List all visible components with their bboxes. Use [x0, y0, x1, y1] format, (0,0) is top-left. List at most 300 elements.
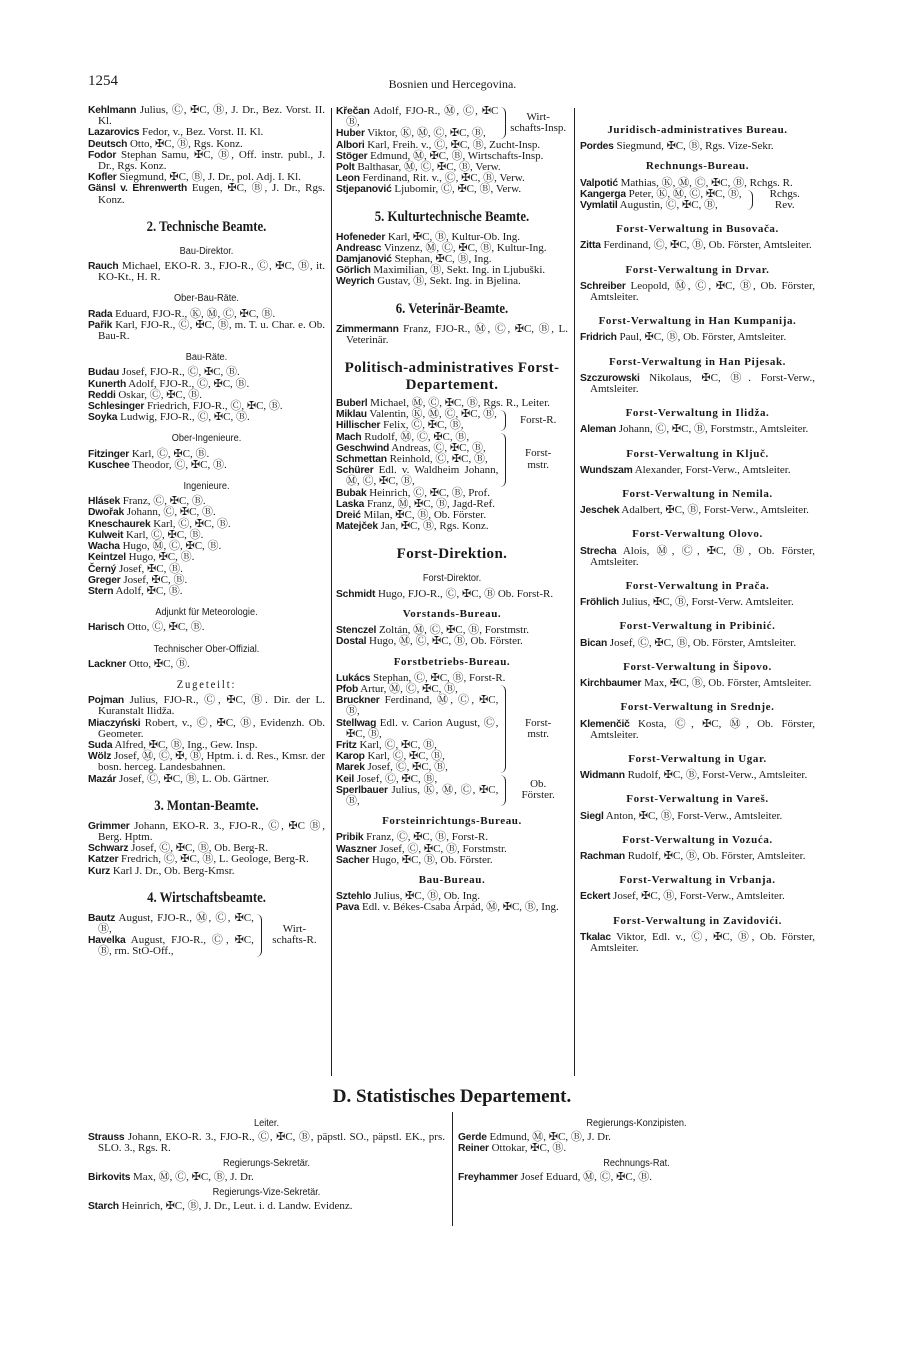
column-rule [452, 1112, 453, 1226]
entry-details: Heinrich, Ⓒ, ✠C, Ⓑ, Prof. [366, 486, 490, 499]
list-entry [580, 281, 815, 303]
entry-details: August, FJO-R., Ⓒ, ✠C, Ⓑ, rm. StO-Off., [98, 934, 254, 958]
entry-name: Klemenčič [580, 718, 630, 730]
entry-name: Geschwind [336, 442, 390, 454]
entry-name: Marek [336, 762, 365, 774]
entry-name: Reiner [458, 1143, 489, 1154]
group-entries [336, 774, 498, 808]
entry-details: Fedor, v., Bez. Vorst. II. Kl. [139, 126, 264, 139]
entry-details: Felix, Ⓒ, ✠C, Ⓑ, [380, 419, 464, 432]
brace-icon [500, 775, 506, 807]
entry-details: Anton, ✠C, Ⓑ, Forst-Verw., Amtsleiter. [603, 809, 783, 822]
entry-name: Fodor [88, 149, 117, 161]
entry-name: Miklau [336, 409, 367, 421]
entry-details: Johann, Ⓒ, ✠C, Ⓑ. [124, 506, 216, 519]
list-entry [580, 424, 815, 435]
bracketed-group [580, 189, 815, 211]
entry-name: Budau [88, 367, 120, 379]
entry-name: Kehlmann [88, 105, 137, 116]
entry-details: Franz, Ⓒ, ✠C, Ⓑ, Forst-R. [363, 831, 489, 844]
entry-name: Gerde [458, 1132, 487, 1143]
entry-name: Rada [88, 308, 113, 320]
entry-details: Rudolf, ✠C, Ⓑ, Forst-Verw., Amtsleiter. [624, 769, 808, 782]
entry-name: Widmann [580, 770, 625, 782]
entry-details: Edl. v. Carion August, Ⓒ, ✠C, Ⓑ, [346, 716, 499, 740]
entry-name: Bican [580, 637, 608, 649]
entry-name: Pordes [580, 141, 614, 153]
entry-details: Oskar, Ⓒ, ✠C, Ⓑ. [115, 388, 202, 401]
entry-details: Robert, v., Ⓒ, ✠C, Ⓑ, Evidenzh. Ob. Geometer. [98, 716, 325, 740]
subheading: Bau-Direktor. [179, 245, 234, 257]
group-title-label: Wirt- schafts-Insp. [510, 110, 567, 134]
list-entry [336, 184, 568, 195]
brace-icon [256, 914, 262, 957]
list-entry [336, 785, 498, 807]
entry-name: Dostal [336, 636, 367, 648]
subheading: Leiter. [253, 1118, 280, 1129]
bracketed-group [336, 684, 568, 774]
group-title-label: Ob. Förster. [521, 778, 555, 802]
entry-details: Edmund, Ⓜ, ✠C, Ⓑ, J. Dr. [486, 1131, 611, 1143]
section-heading: 2. Technische Beamte. [146, 218, 267, 235]
entry-details: Hugo, ✠C, Ⓑ. [125, 551, 195, 564]
entry-details: Artur, Ⓜ, Ⓒ, ✠C, Ⓑ, [358, 682, 458, 695]
entry-name: Pfob [336, 683, 359, 695]
entry-name: Černý [88, 563, 117, 575]
entry-name: Kuschee [88, 459, 130, 471]
list-entry [88, 1132, 445, 1154]
subheading: Ober-Bau-Räte. [174, 293, 239, 305]
group-entries [580, 189, 745, 211]
entry-name: Birkovits [88, 1172, 131, 1183]
entry-name: Tkalac [580, 931, 611, 943]
subheading: Regierungs-Konzipisten. [586, 1118, 687, 1129]
entry-details: Ferdinand, Rit. v., Ⓒ, ✠C, Ⓑ, Verw. [359, 172, 525, 185]
entry-name: Schürer [336, 465, 374, 477]
list-entry [88, 935, 254, 957]
entry-details: Julius, Ⓒ, ✠C, Ⓑ, J. Dr., Bez. Vorst. II. Kl. [98, 104, 325, 128]
list-entry [336, 902, 568, 913]
brace-icon [500, 685, 506, 773]
entry-details: Edl. v. Békes-Csaba Árpád, Ⓜ, ✠C, Ⓑ, Ing. [359, 901, 559, 914]
entry-name: Stern [88, 585, 114, 597]
entry-name: Lackner [88, 658, 127, 670]
entry-details: Edmund, Ⓜ, ✠C, Ⓑ, Wirtschafts-Insp. [367, 149, 544, 162]
entry-name: Schlesinger [88, 401, 145, 413]
entry-name: Pribik [336, 832, 364, 844]
entry-details: Josef, Ⓒ, ✠C, Ⓑ, [364, 761, 448, 774]
bracketed-group [88, 913, 325, 958]
group-entries [336, 106, 498, 140]
entry-name: Laska [336, 498, 365, 510]
entry-name: Stenczel [336, 625, 377, 637]
entry-name: Bubak [336, 487, 367, 499]
entry-details: Michael, Ⓜ, Ⓒ, ✠C, Ⓑ, Rgs. R., Leiter. [367, 397, 550, 410]
list-entry [336, 276, 568, 287]
bracketed-group [336, 409, 568, 431]
group-title-label: Forst-R. [520, 413, 557, 426]
entry-name: Görlich [336, 265, 371, 277]
entry-details: Siegmund, ✠C, Ⓑ, J. Dr., pol. Adj. I. Kl. [116, 171, 301, 184]
list-entry [580, 597, 815, 608]
entry-details: Reinhold, Ⓒ, ✠C, Ⓑ, [386, 453, 488, 466]
bureau-heading: Forsteinrichtungs-Bureau. [382, 815, 522, 828]
list-entry [88, 541, 325, 552]
section-d-right-column [458, 1114, 815, 1183]
entry-name: Andreasc [336, 242, 382, 254]
group-title-label: Forst- mstr. [525, 716, 552, 740]
entry-name: Miaczyński [88, 717, 141, 729]
entry-details: Alois, Ⓜ, Ⓒ, ✠C, Ⓑ, Ob. Förster, Amtsleiter. [590, 544, 815, 568]
entry-details: Max, ✠C, Ⓑ, Ob. Förster, Amtsleiter. [641, 677, 812, 690]
entry-details: Siegmund, ✠C, Ⓑ, Rgs. Vize-Sekr. [613, 140, 774, 153]
list-entry [580, 719, 815, 741]
entry-details: Balthasar, Ⓜ, Ⓒ, ✠C, Ⓑ, Verw. [354, 161, 501, 174]
list-entry [88, 695, 325, 717]
list-entry [580, 332, 815, 343]
office-heading: Forst-Verwaltung in Han Pijesak. [608, 355, 787, 368]
entry-details: Josef, ✠C, Ⓑ. [120, 573, 188, 586]
entry-name: Aleman [580, 424, 616, 436]
entry-name: Katzer [88, 854, 119, 866]
entry-details: Zoltán, Ⓜ, Ⓒ, ✠C, Ⓑ, Forstmstr. [376, 624, 530, 637]
entry-name: Suda [88, 739, 113, 751]
entry-details: August, FJO-R., Ⓜ, Ⓒ, ✠C, Ⓑ, [98, 911, 254, 935]
section-heading: 6. Veterinär-Beamte. [395, 300, 509, 317]
list-entry [580, 678, 815, 689]
list-entry [336, 718, 498, 740]
entry-name: Hlásek [88, 496, 121, 508]
entry-details: Adolf, FJO-R., Ⓒ, ✠C, Ⓑ. [126, 377, 250, 390]
entry-name: Fitzinger [88, 448, 130, 460]
group-title-label: Rchgs. Rev. [769, 187, 800, 212]
entry-details: Josef, Ⓒ, ✠C, Ⓑ, Forstmstr. [376, 842, 507, 855]
bracketed-group [336, 106, 568, 140]
entry-name: Pava [336, 902, 360, 914]
entry-details: Eugen, ✠C, Ⓑ, J. Dr., Rgs. Konz. [98, 182, 325, 206]
entry-details: Karl, ✠C, Ⓑ, Kultur-Ob. Ing. [385, 230, 520, 243]
entry-details: Karl, Ⓒ, ✠C, Ⓑ. [150, 517, 231, 530]
entry-details: Josef, Ⓜ, Ⓒ, ✠, Ⓑ, Hptm. i. d. Res., Kmsr. der bosn. herceg. Landesbahnen. [98, 750, 325, 774]
entry-name: Soyka [88, 412, 118, 424]
entry-details: Josef Eduard, Ⓜ, Ⓒ, ✠C, Ⓑ. [517, 1171, 652, 1183]
entry-name: Strauss [88, 1132, 125, 1143]
entry-name: Harisch [88, 622, 125, 634]
subheading: Technischer Ober-Offizial. [153, 643, 260, 655]
entry-name: Fritz [336, 739, 357, 751]
list-entry [88, 261, 325, 283]
entry-details: Kosta, Ⓒ, ✠C, Ⓜ, Ob. Förster, Amtsleiter. [590, 717, 815, 741]
list-entry [88, 718, 325, 740]
entry-details: Karl, FJO-R., Ⓒ, ✠C, Ⓑ, m. T. u. Char. e. Ob. Bau-R. [98, 318, 325, 343]
entry-details: Stephan Samu, ✠C, Ⓑ, Off. instr. publ., J. Dr., Rgs. Konz. [98, 148, 325, 173]
group-entries [88, 913, 254, 958]
bureau-heading: Rechnungs-Bureau. [645, 160, 750, 173]
list-entry [88, 821, 325, 843]
list-entry [580, 200, 745, 211]
office-heading: Forst-Verwaltung in Nemila. [622, 488, 773, 501]
entry-name: Matejček [336, 521, 378, 533]
bracketed-group [336, 774, 568, 808]
entry-details: Franz, FJO-R., Ⓜ, Ⓒ, ✠C, Ⓑ, L. Veterinär. [346, 322, 568, 346]
entry-details: Johann, Ⓒ, ✠C, Ⓑ, Forstmstr., Amtsleiter. [616, 423, 809, 436]
entry-name: Schreiber [580, 280, 626, 292]
entry-name: Mazár [88, 773, 117, 785]
entry-name: Rachman [580, 850, 625, 862]
list-entry [580, 891, 815, 902]
office-heading: Forst-Verwaltung in Busovača. [616, 223, 779, 236]
entry-details: Michael, EKO-R. 3., FJO-R., Ⓒ, ✠C, Ⓑ, it. KO-Kt., H. R. [98, 260, 325, 284]
brace-icon [500, 433, 506, 487]
entry-details: Karl J. Dr., Ob. Berg-Kmsr. [110, 864, 235, 877]
entry-name: Huber [336, 128, 365, 140]
office-heading: Forst-Verwaltung in Drvar. [625, 263, 770, 276]
entry-details: Adalbert, ✠C, Ⓑ, Forst-Verw., Amtsleiter. [619, 504, 809, 517]
entry-name: Siegl [580, 810, 604, 822]
entry-details: Ottokar, ✠C, Ⓑ. [488, 1142, 567, 1154]
office-heading: Forst-Verwaltung in Ključ. [626, 447, 769, 460]
entry-name: Polt [336, 162, 355, 174]
entry-name: Wölz [88, 751, 112, 763]
list-entry [580, 811, 815, 822]
entry-details: Valentin, Ⓚ, Ⓜ, Ⓒ, ✠C, Ⓑ, [366, 408, 497, 421]
list-entry [88, 774, 325, 785]
entry-name: Valpotić [580, 177, 618, 189]
entry-details: Stephan, Ⓒ, ✠C, Ⓑ, Forst-R. [370, 671, 506, 684]
entry-details: Mathias, Ⓚ, Ⓜ, Ⓒ, ✠C, Ⓑ, Rchgs. R. [617, 176, 793, 189]
entry-name: Lukács [336, 672, 371, 684]
entry-name: Schmettan [336, 454, 387, 466]
entry-name: Stöger [336, 150, 368, 162]
entry-details: Rudolf, ✠C, Ⓑ, Ob. Förster, Amtsleiter. [624, 849, 806, 862]
entry-name: Kneschaurek [88, 518, 151, 530]
page-number: 1254 [88, 73, 118, 89]
entry-name: Křečan [336, 106, 370, 117]
entry-name: Rauch [88, 261, 119, 273]
department-heading: Forst-Direktion. [396, 546, 508, 563]
list-entry [88, 1172, 445, 1183]
entry-name: Reddi [88, 389, 116, 401]
entry-details: Alexander, Forst-Verw., Amtsleiter. [632, 463, 791, 476]
entry-name: Lazarovics [88, 127, 140, 139]
entry-details: Franz, Ⓒ, ✠C, Ⓑ. [120, 495, 206, 508]
list-entry [88, 150, 325, 172]
entry-details: Leopold, Ⓜ, Ⓒ, ✠C, Ⓑ, Ob. Förster, Amtsleiter. [590, 279, 815, 304]
list-entry [88, 105, 325, 127]
group-entries [336, 684, 498, 774]
list-entry [88, 320, 325, 342]
list-entry [580, 240, 815, 251]
entry-name: Eckert [580, 891, 611, 903]
entry-name: Hofeneder [336, 231, 386, 243]
entry-details: Ludwig, FJO-R., Ⓒ, ✠C, Ⓑ. [117, 411, 250, 424]
entry-name: Keil [336, 773, 355, 785]
office-heading: Forst-Verwaltung in Srednje. [620, 701, 775, 714]
brace-icon [747, 190, 753, 210]
entry-name: Greger [88, 574, 121, 586]
list-entry [580, 546, 815, 568]
entry-details: Eduard, FJO-R., Ⓚ, Ⓜ, Ⓒ, ✠C, Ⓑ. [112, 307, 276, 320]
office-heading: Forst-Verwaltung in Šipovo. [623, 660, 772, 673]
entry-details: Vinzenz, Ⓜ, Ⓒ, ✠C, Ⓑ, Kultur-Ing. [381, 241, 547, 254]
list-entry [88, 1201, 445, 1212]
subheading: Rechnungs-Rat. [603, 1158, 670, 1169]
list-entry [458, 1172, 815, 1183]
bureau-heading: Vorstands-Bureau. [402, 607, 502, 620]
list-entry [88, 751, 325, 773]
office-heading: Forst-Verwaltung in Zavidovići. [613, 914, 782, 927]
entry-name: Fröhlich [580, 597, 620, 609]
office-heading: Forst-Verwaltung in Vozuća. [622, 833, 773, 846]
entry-details: Nikolaus, ✠C, Ⓑ. Forst-Verw., Amtsleiter. [590, 371, 815, 396]
entry-details: Ferdinand, Ⓒ, ✠C, Ⓑ, Ob. Förster, Amtsleiter. [600, 239, 812, 252]
entry-details: Hugo, FJO-R., Ⓒ, ✠C, Ⓑ Ob. Forst-R. [375, 587, 554, 600]
entry-name: Albori [336, 139, 365, 151]
list-entry [336, 465, 498, 487]
entry-details: Hugo, Ⓜ, Ⓒ, ✠C, Ⓑ, Ob. Förster. [366, 635, 523, 648]
group-entries [336, 409, 498, 431]
group-title-label: Forst- mstr. [525, 447, 552, 471]
entry-name: Sperlbauer [336, 784, 388, 796]
section-d-left-column [88, 1114, 445, 1212]
entry-details: Ljubomir, Ⓒ, ✠C, Ⓑ, Verw. [391, 183, 522, 196]
entry-details: Viktor, Edl. v., Ⓒ, ✠C, Ⓑ, Ob. Förster, Amtsleiter. [590, 930, 815, 954]
entry-details: Otto, Ⓒ, ✠C, Ⓑ. [124, 621, 205, 634]
section-heading: 5. Kulturtechnische Beamte. [374, 208, 530, 225]
subheading: Ober-Ingenieure. [171, 433, 242, 445]
entry-name: Vymlatil [580, 200, 618, 212]
entry-name: Schmidt [336, 588, 376, 600]
bureau-heading: Bau-Bureau. [418, 873, 486, 886]
office-heading: Forst-Verwaltung in Ilidža. [625, 407, 770, 420]
entry-details: Adolf, ✠C, Ⓑ. [113, 584, 183, 597]
list-entry [336, 695, 498, 717]
entry-name: Dwořak [88, 507, 124, 519]
section-heading: 4. Wirtschaftsbeamte. [147, 889, 266, 906]
entry-name: Kunerth [88, 378, 127, 390]
list-entry [458, 1143, 815, 1154]
entry-name: Zimmermann [336, 323, 399, 335]
column-1 [88, 105, 325, 958]
list-entry [88, 586, 325, 597]
list-entry [336, 324, 568, 346]
entry-details: Augustin, Ⓒ, ✠C, Ⓑ, [617, 199, 718, 212]
entry-name: Zitta [580, 240, 601, 252]
brace-icon [500, 410, 506, 430]
entry-details: Julius, Ⓚ, Ⓜ, Ⓒ, ✠C, Ⓑ, [346, 783, 499, 807]
entry-name: Pařik [88, 319, 113, 331]
list-entry [336, 636, 568, 647]
entry-details: Karl, Ⓒ, ✠C, Ⓑ, [364, 750, 445, 763]
entry-name: Schwarz [88, 843, 129, 855]
entry-details: Friedrich, FJO-R., Ⓒ, ✠C, Ⓑ. [144, 400, 283, 413]
entry-name: Kofler [88, 172, 117, 184]
group-title-label: Wirt- schafts-R. [272, 922, 317, 947]
subheading: Bau-Räte. [185, 352, 228, 364]
entry-name: Bruckner [336, 695, 380, 707]
entry-details: Rudolf, Ⓜ, Ⓒ, ✠C, Ⓑ, [361, 430, 470, 443]
list-entry [580, 141, 815, 152]
column-2 [336, 106, 568, 914]
office-heading: Forst-Verwaltung in Ugar. [628, 752, 767, 765]
office-heading: Forst-Verwaltung in Pribinić. [619, 620, 776, 633]
entry-name: Wundszam [580, 464, 633, 476]
section-d-title: D. Statistisches Departement. [332, 1086, 572, 1107]
column-rule [331, 108, 332, 1076]
entry-name: Keintzel [88, 552, 126, 564]
brace-icon [500, 107, 506, 139]
list-entry [88, 412, 325, 423]
subheading: Regierungs-Sekretär. [223, 1158, 310, 1169]
entry-details: Theodor, Ⓒ, ✠C, Ⓑ. [129, 458, 227, 471]
list-entry [580, 638, 815, 649]
bureau-heading: Juridisch-administratives Bureau. [607, 124, 788, 136]
entry-details: Julius, ✠C, Ⓑ, Forst-Verw. Amtsleiter. [619, 596, 794, 609]
entry-details: Julius, FJO-R., Ⓒ, ✠C, Ⓑ. Dir. der L. Kuranstalt Ilidža. [98, 694, 325, 718]
entry-details: Stephan, ✠C, Ⓑ, Ing. [391, 253, 492, 266]
bracketed-group [336, 432, 568, 488]
subheading: Zugeteilt: [176, 678, 237, 691]
entry-details: Otto, ✠C, Ⓑ, Rgs. Konz. [127, 137, 243, 150]
entry-details: Otto, ✠C, Ⓑ. [126, 657, 190, 670]
entry-name: Stjepanović [336, 184, 392, 196]
entry-name: Havelka [88, 935, 126, 947]
entry-details: Max, Ⓜ, Ⓒ, ✠C, Ⓑ, J. Dr. [130, 1171, 254, 1183]
entry-details: Franz, Ⓜ, ✠C, Ⓑ, Jagd-Ref. [364, 497, 496, 510]
column-3 [580, 116, 815, 954]
entry-details: Peter, Ⓚ, Ⓜ, Ⓒ, ✠C, Ⓑ, [625, 187, 742, 200]
entry-name: Weyrich [336, 276, 375, 288]
entry-name: Kirchbaumer [580, 678, 642, 690]
entry-details: Josef, Ⓒ, ✠C, Ⓑ, [354, 772, 438, 785]
entry-name: Gänsl v. Ehrenwerth [88, 183, 188, 195]
entry-details: Andreas, Ⓒ, ✠C, Ⓑ, [389, 441, 486, 454]
entry-name: Grimmer [88, 820, 130, 832]
office-heading: Forst-Verwaltung in Vareš. [626, 793, 769, 806]
entry-details: Gustav, Ⓑ, Sekt. Ing. in Bjelina. [374, 275, 521, 288]
entry-details: Paul, ✠C, Ⓑ, Ob. Förster, Amtsleiter. [616, 331, 787, 344]
entry-details: Josef, Ⓒ, ✠C, Ⓑ, Ob. Förster, Amtsleiter. [607, 636, 797, 649]
entry-name: Sztehlo [336, 891, 372, 903]
entry-details: Hugo, Ⓜ, Ⓒ, ✠C, Ⓑ. [119, 540, 222, 553]
office-heading: Forst-Verwaltung in Prača. [625, 580, 770, 593]
entry-name: Damjanović [336, 254, 392, 266]
entry-details: Josef, FJO-R., Ⓒ, ✠C, Ⓑ. [119, 366, 240, 379]
list-entry [336, 106, 498, 128]
column-rule [574, 108, 575, 1076]
entry-name: Kurz [88, 865, 111, 877]
office-heading: Forst-Verwaltung Olovo. [632, 528, 763, 541]
group-entries [336, 432, 498, 488]
entry-name: Jeschek [580, 505, 620, 517]
entry-details: Julius, ✠C, Ⓑ, Ob. Ing. [371, 890, 481, 903]
entry-name: Pojman [88, 695, 124, 707]
entry-details: Edl. v. Waldheim Johann, Ⓜ, Ⓒ, ✠C, Ⓑ, [346, 464, 499, 488]
subheading: Forst-Direktor. [422, 573, 482, 585]
entry-name: Karop [336, 751, 365, 763]
entry-name: Stellwag [336, 717, 377, 729]
entry-name: Sacher [336, 854, 370, 866]
entry-details: Maximilian, Ⓑ, Sekt. Ing. in Ljubuški. [370, 264, 546, 277]
list-entry [88, 183, 325, 205]
list-entry [88, 460, 325, 471]
entry-details: Heinrich, ✠C, Ⓑ, J. Dr., Leut. i. d. Landw. Evidenz. [118, 1200, 353, 1212]
list-entry [336, 589, 568, 600]
running-title: Bosnien und Hercegovina. [388, 77, 517, 91]
office-heading: Forst-Verwaltung in Han Kumpanija. [598, 315, 797, 328]
subheading: Ingenieure. [183, 481, 230, 493]
entry-details: Johann, EKO-R. 3., FJO-R., Ⓒ, ✠C, Ⓑ, päpstl. SO., päpstl. EK., prs. SLO. 3., Rgs. R. [98, 1131, 445, 1154]
